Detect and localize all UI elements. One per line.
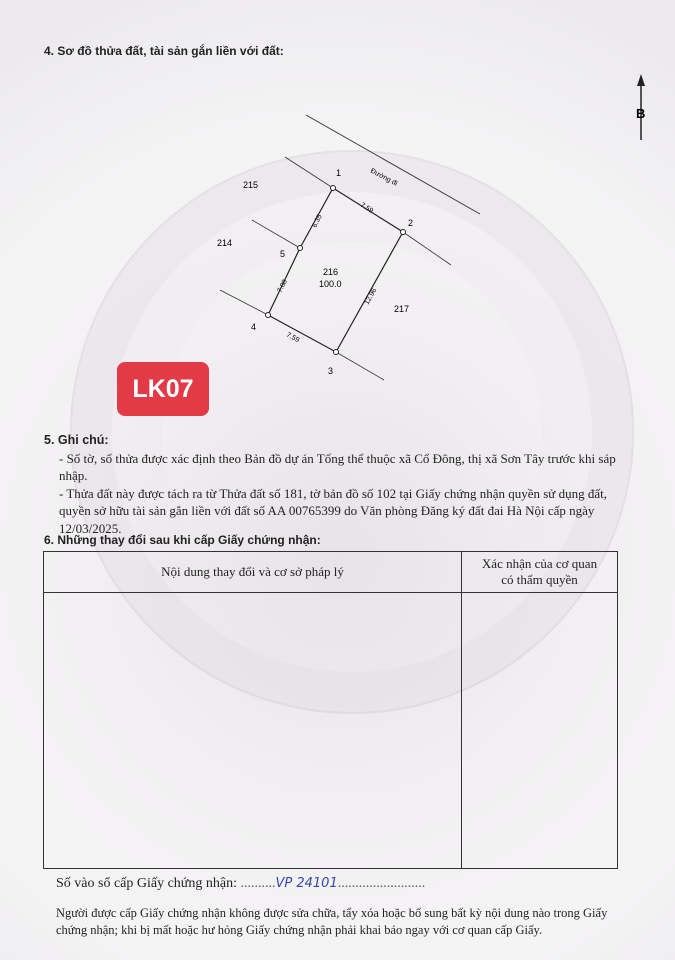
registration-line: Số vào sổ cấp Giấy chứng nhận: ..........VP 24101......................... — [56, 876, 426, 891]
north-label: B — [636, 106, 646, 121]
vertex-3 — [334, 350, 339, 355]
changes-content-cell — [44, 593, 462, 869]
registration-label: Số vào sổ cấp Giấy chứng nhận: — [56, 876, 237, 891]
point-label: 4 — [251, 322, 257, 332]
neighbor-parcel: 214 — [217, 238, 233, 248]
parcel-area: 100.0 — [319, 279, 342, 289]
note-item: - Số tờ, số thửa được xác định theo Bản đồ dự án Tổng thể thuộc xã Cổ Đông, thị xã Sơn Tây trước khi sáp nhập. — [59, 450, 616, 483]
vertex-1 — [331, 186, 336, 191]
edge-length: 6.35 — [311, 213, 324, 229]
changes-table — [43, 551, 618, 869]
edge-length: 7.59 — [285, 331, 301, 345]
column-header-confirmation: Xác nhận của cơ quan có thẩm quyền — [462, 552, 618, 593]
section-6-title: 6. Những thay đổi sau khi cấp Giấy chứng nhận: — [44, 533, 321, 547]
parcel-number: 216 — [323, 267, 339, 277]
road-label: Đường đi — [369, 167, 399, 188]
land-plot-diagram — [0, 0, 675, 440]
edge-length: 7.08 — [276, 278, 289, 294]
point-label: 3 — [328, 366, 334, 376]
point-label: 1 — [336, 168, 342, 178]
lot-badge: LK07 — [117, 362, 209, 416]
notes-section — [44, 432, 634, 537]
registration-number: VP 24101 — [275, 876, 338, 891]
note-item: - Thửa đất này được tách ra từ Thửa đất số 181, tờ bản đồ số 102 tại Giấy chứng nhận quyền sử dụng đất, quyền sở hữu tài sản gắn liền với đất số AA 00765399 do Văn phòng Đăng ký đất đai Hà Nội cấp ngày 12/03/2025. — [59, 485, 607, 536]
section-5-title: 5. Ghi chú: — [44, 433, 109, 447]
warning-text: Người được cấp Giấy chứng nhận không được sửa chữa, tẩy xóa hoặc bổ sung bất kỳ nội dung nào trong Giấy chứng nhận; khi bị mất hoặc hư hỏng Giấy chứng nhận phải khai báo ngay với cơ quan cấp Giấy. — [56, 906, 608, 937]
vertex-4 — [266, 313, 271, 318]
vertex-5 — [298, 246, 303, 251]
confirmation-cell — [462, 593, 618, 869]
vertex-2 — [401, 230, 406, 235]
edge-length: 7.59 — [358, 201, 375, 215]
road-line — [306, 115, 480, 214]
neighbor-parcel: 217 — [394, 304, 410, 314]
edge-length: 12.96 — [363, 287, 379, 306]
section-4-title: 4. Sơ đồ thửa đất, tài sản gắn liền với đất: — [44, 44, 284, 58]
point-label: 5 — [280, 249, 286, 259]
column-header-content: Nội dung thay đổi và cơ sở pháp lý — [44, 552, 462, 593]
neighbor-parcel: 215 — [243, 180, 259, 190]
point-label: 2 — [408, 218, 414, 228]
